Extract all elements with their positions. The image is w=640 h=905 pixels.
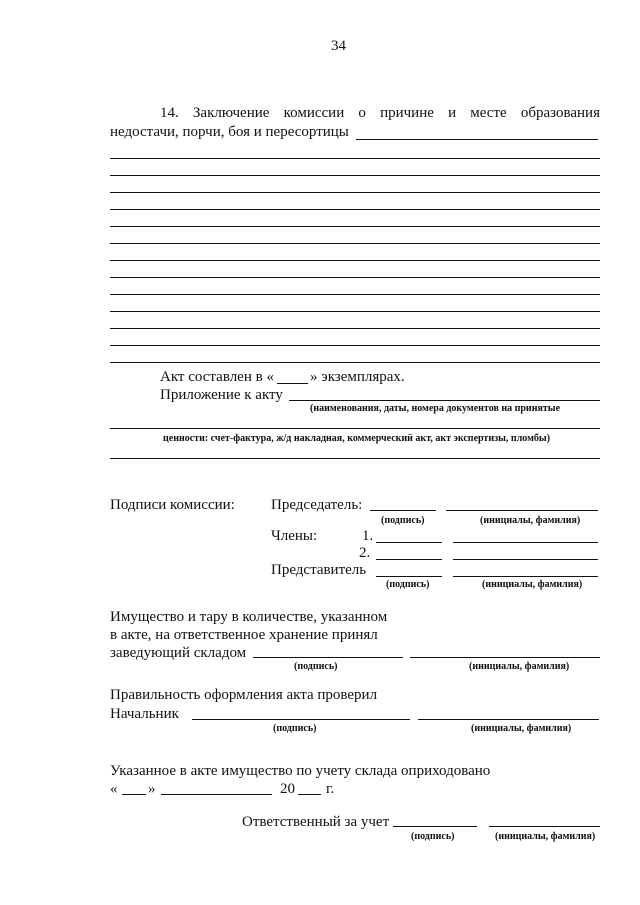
member-1-number: 1.	[362, 528, 374, 544]
conclusion-line[interactable]	[110, 243, 600, 244]
attachment-line-3[interactable]	[110, 458, 600, 459]
date-year-suffix: г.	[326, 781, 335, 797]
member-1-signature-field[interactable]	[376, 542, 442, 543]
storekeeper-signature-field[interactable]	[253, 657, 403, 658]
representative-signature-hint: (подпись)	[386, 579, 430, 590]
chairman-label: Председатель:	[271, 497, 363, 513]
chairman-name-hint: (инициалы, фамилия)	[480, 515, 581, 526]
member-2-number: 2.	[359, 545, 371, 561]
chief-name-hint: (инициалы, фамилия)	[471, 723, 572, 734]
attachment-hint-1: (наименования, даты, номера документов на принятые	[310, 403, 561, 414]
date-year-prefix: 20	[280, 781, 295, 797]
check-line-2: Начальник	[110, 706, 179, 722]
attachment-line-2[interactable]	[110, 428, 600, 429]
date-quote-close: »	[148, 781, 156, 797]
date-quote-open: «	[110, 781, 118, 797]
member-1-name-field[interactable]	[453, 542, 598, 543]
section-14-word: месте	[470, 105, 507, 121]
copies-count-field[interactable]	[277, 383, 308, 384]
attachment-label: Приложение к акту	[160, 387, 283, 403]
storekeeper-name-hint: (инициалы, фамилия)	[469, 661, 570, 672]
attachment-hint-2: ценности: счет-фактура, ж/д накладная, коммерческий акт, акт экспертизы, пломбы)	[163, 433, 551, 444]
section-14-heading	[160, 105, 600, 122]
date-year-field[interactable]	[298, 794, 321, 795]
representative-name-field[interactable]	[453, 576, 598, 577]
conclusion-line[interactable]	[110, 209, 600, 210]
storage-line-3: заведующий складом	[110, 645, 247, 661]
representative-signature-field[interactable]	[376, 576, 442, 577]
conclusion-line[interactable]	[110, 345, 600, 346]
section-14-word: комиссии	[283, 105, 345, 121]
representative-label: Представитель	[271, 562, 367, 578]
chief-name-field[interactable]	[418, 719, 599, 720]
section-14-word: о	[358, 105, 366, 121]
chairman-signature-field[interactable]	[370, 510, 436, 511]
storage-line-2: в акте, на ответственное хранение принял	[110, 627, 378, 643]
accounting-line-1: Указанное в акте имущество по учету склада оприходовано	[110, 763, 491, 779]
section-14-line2: недостачи, порчи, боя и пересортицы	[110, 124, 349, 140]
responsible-label: Ответственный за учет	[242, 814, 390, 830]
conclusion-line[interactable]	[110, 192, 600, 193]
section-14-word: и	[448, 105, 457, 121]
responsible-name-field[interactable]	[489, 826, 600, 827]
storekeeper-name-field[interactable]	[410, 657, 600, 658]
conclusion-line[interactable]	[110, 175, 600, 176]
storage-line-1: Имущество и тару в количестве, указанном	[110, 609, 388, 625]
responsible-name-hint: (инициалы, фамилия)	[495, 831, 596, 842]
conclusion-line[interactable]	[110, 226, 600, 227]
check-line-1: Правильность оформления акта проверил	[110, 687, 378, 703]
date-day-field[interactable]	[122, 794, 146, 795]
member-2-name-field[interactable]	[453, 559, 598, 560]
responsible-signature-hint: (подпись)	[411, 831, 455, 842]
members-label: Члены:	[271, 528, 318, 544]
conclusion-line[interactable]	[110, 311, 600, 312]
representative-name-hint: (инициалы, фамилия)	[482, 579, 583, 590]
chairman-signature-hint: (подпись)	[381, 515, 425, 526]
copies-prefix: Акт составлен в «	[160, 369, 274, 385]
member-2-signature-field[interactable]	[376, 559, 442, 560]
page-number: 34	[331, 38, 346, 54]
section-14-number: 14.	[160, 105, 179, 121]
section-14-word: Заключение	[192, 105, 270, 121]
responsible-signature-field[interactable]	[393, 826, 477, 827]
chief-signature-hint: (подпись)	[273, 723, 317, 734]
conclusion-line[interactable]	[110, 328, 600, 329]
commission-title: Подписи комиссии:	[110, 497, 235, 513]
conclusion-line[interactable]	[110, 277, 600, 278]
chief-signature-field[interactable]	[192, 719, 410, 720]
date-month-field[interactable]	[161, 794, 272, 795]
conclusion-line[interactable]	[110, 294, 600, 295]
copies-suffix: » экземплярах.	[310, 369, 405, 385]
section-14-word: образования	[520, 105, 600, 121]
conclusion-line[interactable]	[110, 158, 600, 159]
conclusion-line[interactable]	[110, 260, 600, 261]
chairman-name-field[interactable]	[446, 510, 598, 511]
section-14-word: причине	[380, 105, 434, 121]
storekeeper-signature-hint: (подпись)	[294, 661, 338, 672]
conclusion-fill-line[interactable]	[356, 139, 598, 140]
conclusion-line[interactable]	[110, 362, 600, 363]
attachment-field[interactable]	[289, 400, 600, 401]
